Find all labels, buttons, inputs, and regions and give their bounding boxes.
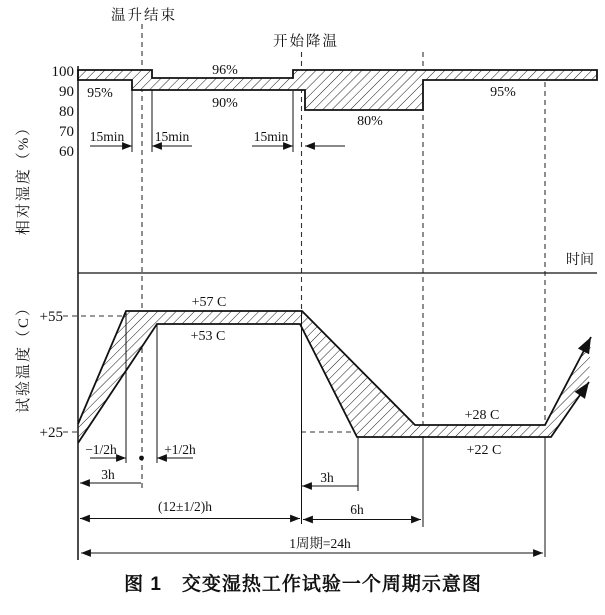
rh-tick-70: 70: [59, 124, 74, 140]
rh-90-label: 90%: [212, 96, 238, 111]
dim-fall-3h: 3h: [320, 470, 334, 485]
dimension-arrows: [80, 146, 543, 553]
dim-cycle-24h: 1周期=24h: [289, 536, 351, 551]
dim-plus-half-h: +1/2h: [164, 442, 196, 457]
figure-caption: 图 1 交变湿热工作试验一个周期示意图: [124, 574, 482, 595]
rh-95-end-label: 95%: [490, 85, 516, 100]
duration-15min-2: 15min: [154, 129, 190, 144]
duration-15min-3: 15min: [253, 129, 289, 144]
humidity-axis-title: 相对湿度（%）: [16, 118, 32, 236]
humidity-text: [14, 7, 594, 268]
dim-12h: (12±1/2)h: [158, 499, 212, 514]
temp-22-label: +22 C: [466, 443, 502, 458]
time-axis-label: 时间: [566, 253, 594, 268]
dim-6h: 6h: [350, 502, 364, 517]
dimension-text: [85, 442, 364, 551]
dim-minus-half-h: −1/2h: [85, 442, 117, 457]
rh-80-label: 80%: [357, 114, 383, 129]
temp-53-label: +53 C: [190, 329, 226, 344]
rh-96-label: 96%: [212, 63, 238, 78]
temp-tick-25: +25: [39, 425, 63, 441]
rh-tick-80: 80: [59, 104, 74, 120]
dim-rise-3h: 3h: [101, 467, 115, 482]
temperature-band: [78, 311, 591, 443]
cooling-start-label: 开始降温: [273, 34, 339, 50]
duration-15min-1: 15min: [89, 129, 125, 144]
temp-tick-55: +55: [39, 309, 63, 325]
temperature-axis-title: 试验温度（C）: [16, 298, 32, 414]
rh-tick-60: 60: [59, 144, 74, 160]
humidity-band: [78, 70, 597, 110]
temperature-band-hatched: [78, 311, 591, 443]
temp-28-label: +28 C: [464, 408, 500, 423]
humidity-band-hatched: [78, 70, 597, 110]
temp-rise-end-label: 温升结束: [111, 8, 177, 24]
rh-tick-90: 90: [59, 84, 74, 100]
rise-nominal-dot: [139, 456, 144, 461]
temp-57-label: +57 C: [191, 295, 227, 310]
rh-95-start-label: 95%: [87, 86, 113, 101]
rh-tick-100: 100: [51, 64, 74, 80]
